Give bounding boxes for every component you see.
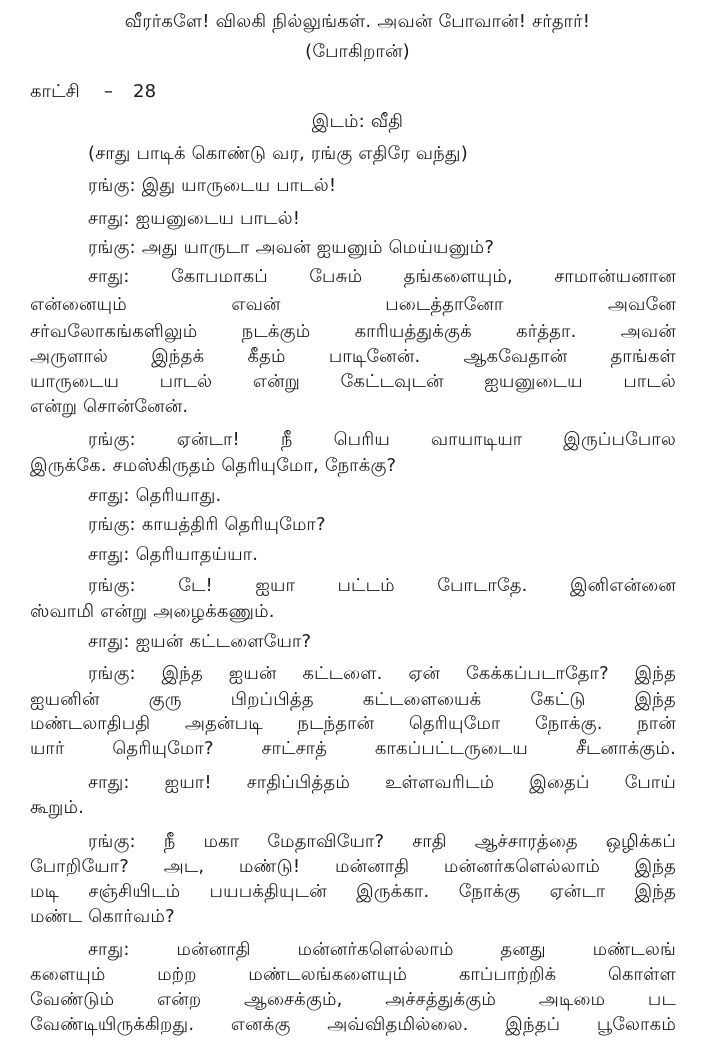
scene-label: காட்சி — [30, 81, 80, 102]
dialogue-line: போறியோ? அட, மண்டு! மன்னாதி மன்னர்களெல்லாம் இந்த — [30, 856, 676, 877]
dialogue-line: அருளால் இந்தக் கீதம் பாடினேன். ஆகவேதான் தாங்கள் — [30, 346, 676, 367]
dialogue-line: சாது: மன்னாதி மன்னர்களெல்லாம் தனது மண்டலங் — [88, 939, 676, 960]
dialogue-line: சாது: ஐயன் கட்டளையோ? — [88, 631, 312, 652]
stage-direction: (சாது பாடிக் கொண்டு வர, ரங்கு எதிரே வந்து) — [88, 143, 468, 164]
dialogue-line: ஐயனின் குரு பிறப்பித்த கட்டளையைக் கேட்டு இந்த — [30, 689, 676, 710]
previous-scene-line: வீரர்களே! விலகி நில்லுங்கள். அவன் போவான்! சர்தார்! — [124, 11, 591, 32]
dialogue-line: மண்ட கொர்வம்? — [30, 906, 175, 927]
dialogue-line: களையும் மற்ற மண்டலங்களையும் காப்பாற்றிக் கொள்ள — [30, 964, 676, 985]
dialogue-line: ரங்கு: காயத்திரி தெரியுமோ? — [88, 514, 326, 535]
scene-location: இடம்: வீதி — [311, 111, 404, 132]
dialogue-line: மண்டலாதிபதி அதன்படி நடந்தான் தெரியுமோ நோக்கு. நான் — [30, 713, 676, 734]
dialogue-line: என்னையும் எவன் படைத்தானோ அவனே — [30, 294, 676, 315]
dialogue-line: இருக்கே. சமஸ்கிருதம் தெரியுமோ, நோக்கு? — [30, 455, 397, 476]
dialogue-line: யாருடைய பாடல் என்று கேட்டவுடன் ஐயனுடைய பாடல் — [30, 371, 676, 392]
dialogue-line: சர்வலோகங்களிலும் நடக்கும் காரியத்துக்குக் கர்த்தா. அவன் — [30, 321, 676, 342]
dialogue-line: வேண்டியிருக்கிறது. எனக்கு அவ்விதமில்லை. இந்தப் பூலோகம் — [30, 1014, 676, 1035]
dialogue-line: மடி சஞ்சியிடம் பயபக்தியுடன் இருக்கா. நோக்கு ஏன்டா இந்த — [30, 881, 676, 902]
dialogue-line: ரங்கு: அது யாருடா அவன் ஐயனும் மெய்யனும்? — [88, 237, 495, 258]
dialogue-line: சாது: தெரியாதய்யா. — [88, 544, 259, 565]
previous-scene-direction: (போகிறான்) — [305, 41, 410, 62]
dialogue-line: ரங்கு: இது யாருடைய பாடல்! — [88, 175, 337, 196]
dialogue-line: ஸ்வாமி என்று அழைக்கணும். — [30, 601, 275, 622]
scene-number: 28 — [133, 81, 157, 102]
dialogue-line: சாது: ஐயனுடைய பாடல்! — [88, 208, 301, 229]
dialogue-line: சாது: ஐயா! சாதிப்பித்தம் உள்ளவரிடம் இதைப் போய் — [88, 772, 676, 793]
dialogue-line: வேண்டும் என்ற ஆசைக்கும், அச்சத்துக்கும் அடிமை பட — [30, 989, 676, 1010]
dialogue-line: என்று சொன்னேன். — [30, 396, 189, 417]
dialogue-line: ரங்கு: டே! ஐயா பட்டம் போடாதே. இனிஎன்னை — [88, 575, 676, 596]
dialogue-line: யார் தெரியுமோ? சாட்சாத் காகப்பட்டருடைய சீடனாக்கும். — [30, 738, 676, 759]
scene-dash: – — [103, 81, 114, 102]
dialogue-line: கூறும். — [30, 797, 85, 818]
dialogue-line: சாது: தெரியாது. — [88, 485, 222, 506]
scene-heading — [30, 80, 156, 104]
dialogue-line: சாது: கோபமாகப் பேசும் தங்களையும், சாமான்யனான — [88, 266, 676, 287]
dialogue-line: ரங்கு: இந்த ஐயன் கட்டளை. ஏன் கேக்கப்படாதோ? இந்த — [88, 663, 676, 684]
dialogue-line: ரங்கு: நீ மகா மேதாவியோ? சாதி ஆச்சாரத்தை ஒழிக்கப் — [88, 831, 676, 852]
dialogue-line: ரங்கு: ஏன்டா! நீ பெரிய வாயாடியா இருப்பபோல — [88, 429, 676, 450]
